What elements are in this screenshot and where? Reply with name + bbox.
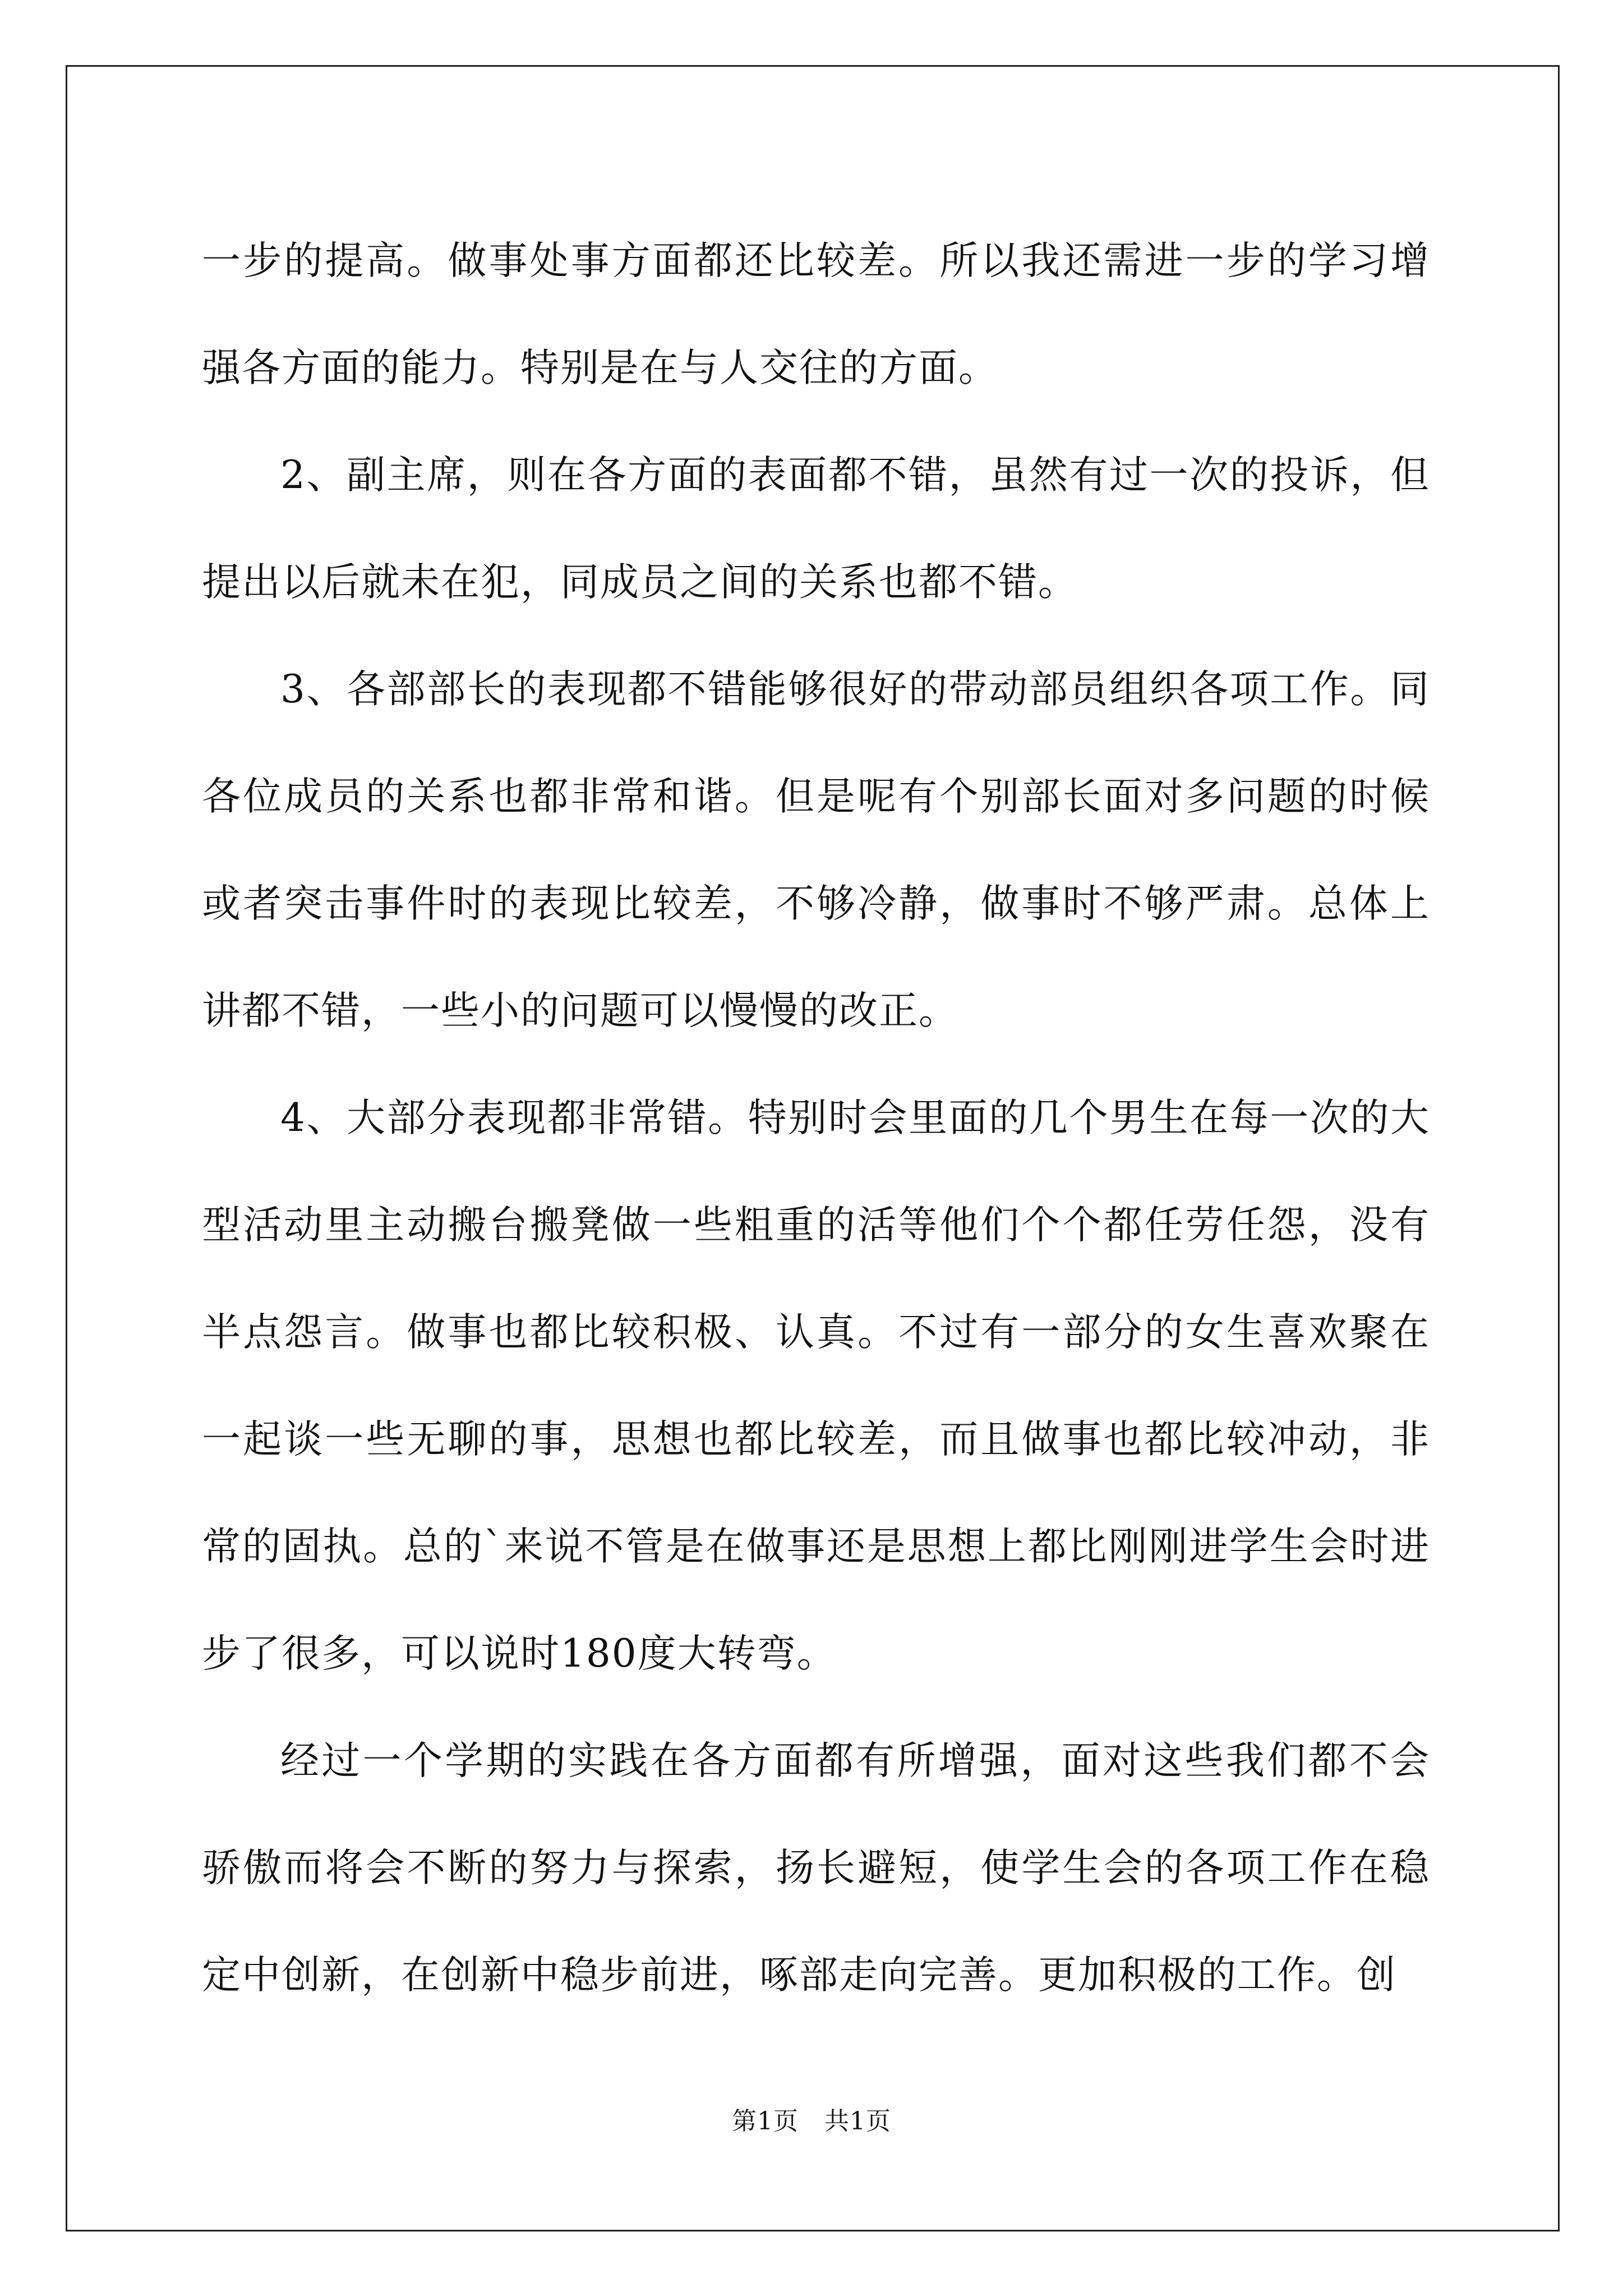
paragraph-4: 4、大部分表现都非常错。特别时会里面的几个男生在每一次的大型活动里主动搬台搬凳做一些粗重的活等他们个个都任劳任怨，没有半点怨言。做事也都比较积极、认真。不过有一部分的女生喜欢聚在一起谈一些无聊的事，思想也都比较差，而且做事也都比较冲动，非常的固执。总的`来说不管是在做事还是思想上都比刚刚进学生会时进步了很多，可以说时180度大转弯。 <box>202 1096 1430 1676</box>
page-total: 共1页 <box>824 2107 891 2136</box>
page-number: 第1页 <box>732 2107 799 2136</box>
paragraph-3: 3、各部部长的表现都不错能够很好的带动部员组织各项工作。同各位成员的关系也都非常和谐。但是呢有个别部长面对多问题的时候或者突击事件时的表现比较差，不够冷静，做事时不够严肃。总体上讲都不错，一些小的问题可以慢慢的改正。 <box>202 667 1430 1033</box>
document-body <box>202 208 1430 2029</box>
paragraph-2: 2、副主席，则在各方面的表面都不错，虽然有过一次的投诉，但提出以后就未在犯，同成员之间的关系也都不错。 <box>202 453 1430 605</box>
page-footer <box>0 2101 1623 2137</box>
paragraph-5: 经过一个学期的实践在各方面都有所增强，面对这些我们都不会骄傲而将会不断的努力与探索，扬长避短，使学生会的各项工作在稳定中创新，在创新中稳步前进，啄部走向完善。更加积极的工作。创 <box>202 1738 1430 1998</box>
paragraph-1: 一步的提高。做事处事方面都还比较差。所以我还需进一步的学习增强各方面的能力。特别是在与人交往的方面。 <box>202 238 1430 390</box>
